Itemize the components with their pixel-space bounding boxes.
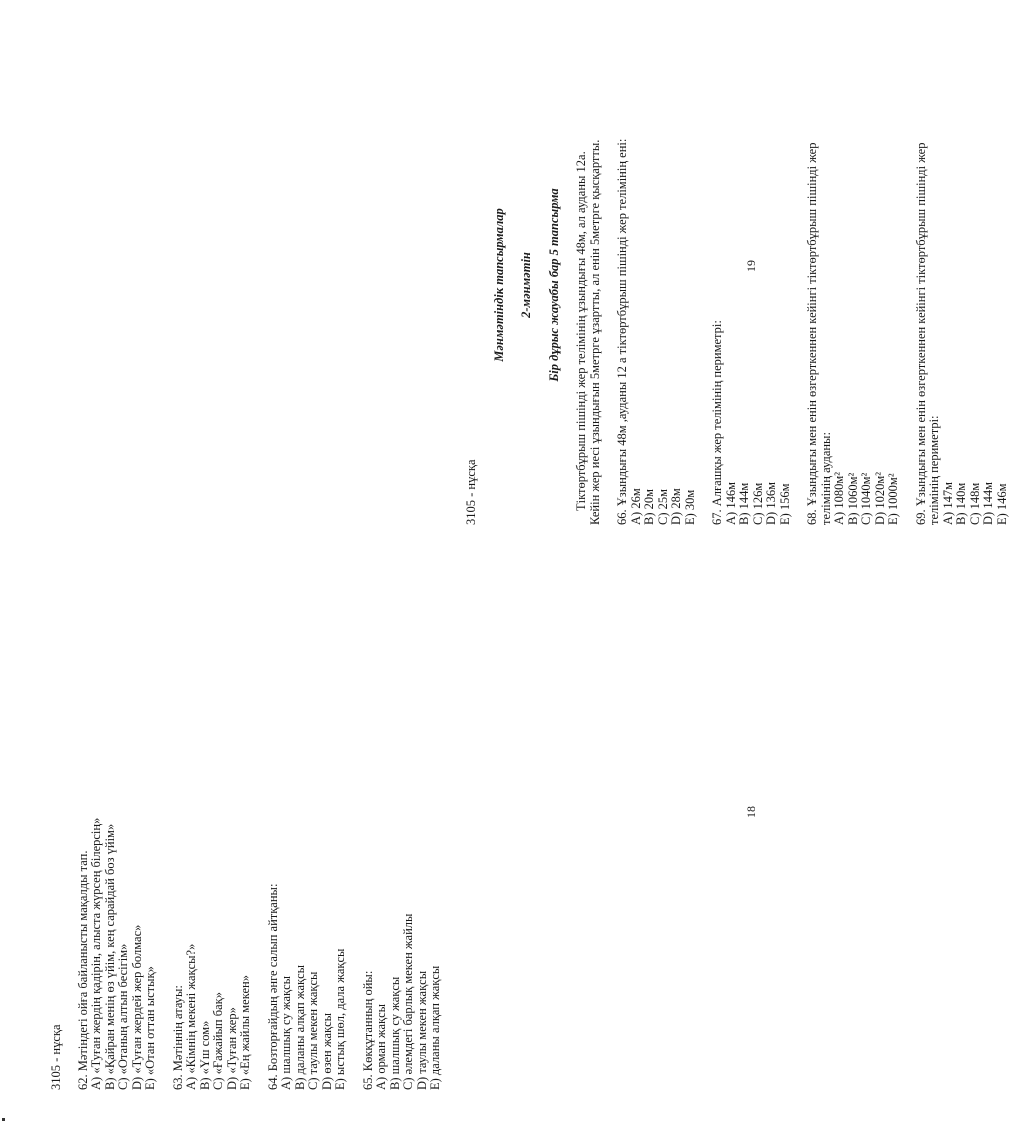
option: С) «Ғажайып бақ» <box>211 992 225 1090</box>
option: Е) 156м <box>777 483 792 525</box>
passage-line: Кейін жер иесі ұзындығын 5метрге ұзартты, ал енін 5метрге қысқартты. <box>587 139 602 525</box>
question-title: 67. Алғашқы жер телімінің периметрі: <box>710 320 724 525</box>
left-page <box>50 620 443 1090</box>
option: Е) 1000м² <box>886 473 900 525</box>
passage-line: Тіктөртбұрыш пішінді жер телімінің ұзындығы 48м, ал ауданы 12а. <box>574 151 588 511</box>
option: А) 26м <box>628 488 643 525</box>
option: С) 126м <box>750 482 765 525</box>
option: В) шалшық су жақсы <box>387 976 402 1090</box>
option: С) 1040м² <box>859 472 873 525</box>
question-67 <box>711 45 792 525</box>
option: В) «Қайран менің өз үйім, кең сарайдай боз үйім» <box>102 823 117 1090</box>
option: D) 28м <box>669 488 683 525</box>
option: Е) 146м <box>994 483 1009 525</box>
option: D) «Туған жердей жер болмас» <box>129 924 144 1090</box>
option: А) 146м <box>723 482 738 525</box>
option: А) орман жақсы <box>374 1003 388 1090</box>
option: В) 144м <box>737 482 751 525</box>
option: D) өзен жақсы <box>319 1012 334 1090</box>
question-title: 69. Ұзындығы мен енін өзгерткеннен кейінгі тіктөртбұрыш пішінді жер <box>913 142 928 525</box>
option: В) 20м <box>642 488 656 525</box>
question-title: 66. Ұзындығы 48м ,ауданы 12 а тіктөртбұрыш пішінді жер телімінің ені: <box>615 138 629 525</box>
right-page <box>465 45 1009 525</box>
option: С) 25м <box>655 488 670 525</box>
option: В) 140м <box>954 482 968 525</box>
question-65 <box>362 620 443 1090</box>
question-64 <box>267 620 348 1090</box>
option: А) 1080м² <box>832 472 846 525</box>
scan-mark <box>2 1118 5 1121</box>
page-number: 19 <box>744 260 758 272</box>
option: D) «Туған жер» <box>224 1007 239 1090</box>
question-title: 62. Мәтіндегі ойға байланысты мақалды тап. <box>75 850 90 1090</box>
section-title: Мәнмәтіндік тапсырмалар <box>491 208 506 362</box>
option: А) «Кімнің мекені жақсы?» <box>184 943 198 1090</box>
option: D) таулы мекен жақсы <box>414 970 429 1090</box>
option: D) 1020м² <box>872 472 887 525</box>
question-title: 63. Мәтіннің атауы: <box>170 985 185 1090</box>
option: Е) «Отан оттан ыстық» <box>143 966 157 1090</box>
page-number: 18 <box>744 806 758 818</box>
page-header: 3105 - нұсқа <box>49 1024 63 1090</box>
question-title: 64. Бозторғайдың әнге салып айтқаны: <box>265 883 280 1090</box>
question-63 <box>172 620 253 1090</box>
question-69 <box>915 45 1009 525</box>
option: С) 148м <box>967 482 982 525</box>
option: А) «Туған жердің қадірін, алыста жүрсең білерсің» <box>89 817 103 1090</box>
subtitle: 2-мәнмәтін <box>519 252 533 318</box>
option: D) 144м <box>981 482 995 525</box>
option: Е) 30м <box>682 489 697 525</box>
page-header: 3105 - нұсқа <box>464 459 478 525</box>
question-68 <box>806 45 901 525</box>
option: В) «Үш сом» <box>197 1020 212 1090</box>
option: А) 147м <box>940 482 955 525</box>
option: В) 1060м² <box>845 472 860 525</box>
option: Е) ыстық шөл, дала жақсы <box>333 948 347 1090</box>
question-title: 65. Көкқұтанның ойы: <box>360 970 375 1090</box>
option: С) таулы мекен жақсы <box>306 971 320 1090</box>
option: D) 136м <box>764 482 778 525</box>
question-title-cont: телімінің ауданы: <box>818 432 833 525</box>
option: С) «Отаның алтын бесігім» <box>116 943 130 1090</box>
option: Е) «Ең жайлы мекен» <box>238 975 252 1090</box>
question-title: 68. Ұзындығы мен енін өзгерткеннен кейінгі тіктөртбұрыш пішінді жер <box>805 142 819 525</box>
option: Е) даланы алқап жақсы <box>428 965 442 1090</box>
option: С) әлемдегі барлық мекен жайлы <box>401 913 415 1090</box>
instruction: Бір дұрыс жауабы бар 5 тапсырма <box>546 188 561 382</box>
question-title-cont: телімінің периметрі: <box>927 415 941 525</box>
question-66 <box>616 45 697 525</box>
question-62 <box>77 620 158 1090</box>
option: А) шалшық су жақсы <box>279 975 293 1090</box>
option: В) даланы алқап жақсы <box>292 964 307 1090</box>
